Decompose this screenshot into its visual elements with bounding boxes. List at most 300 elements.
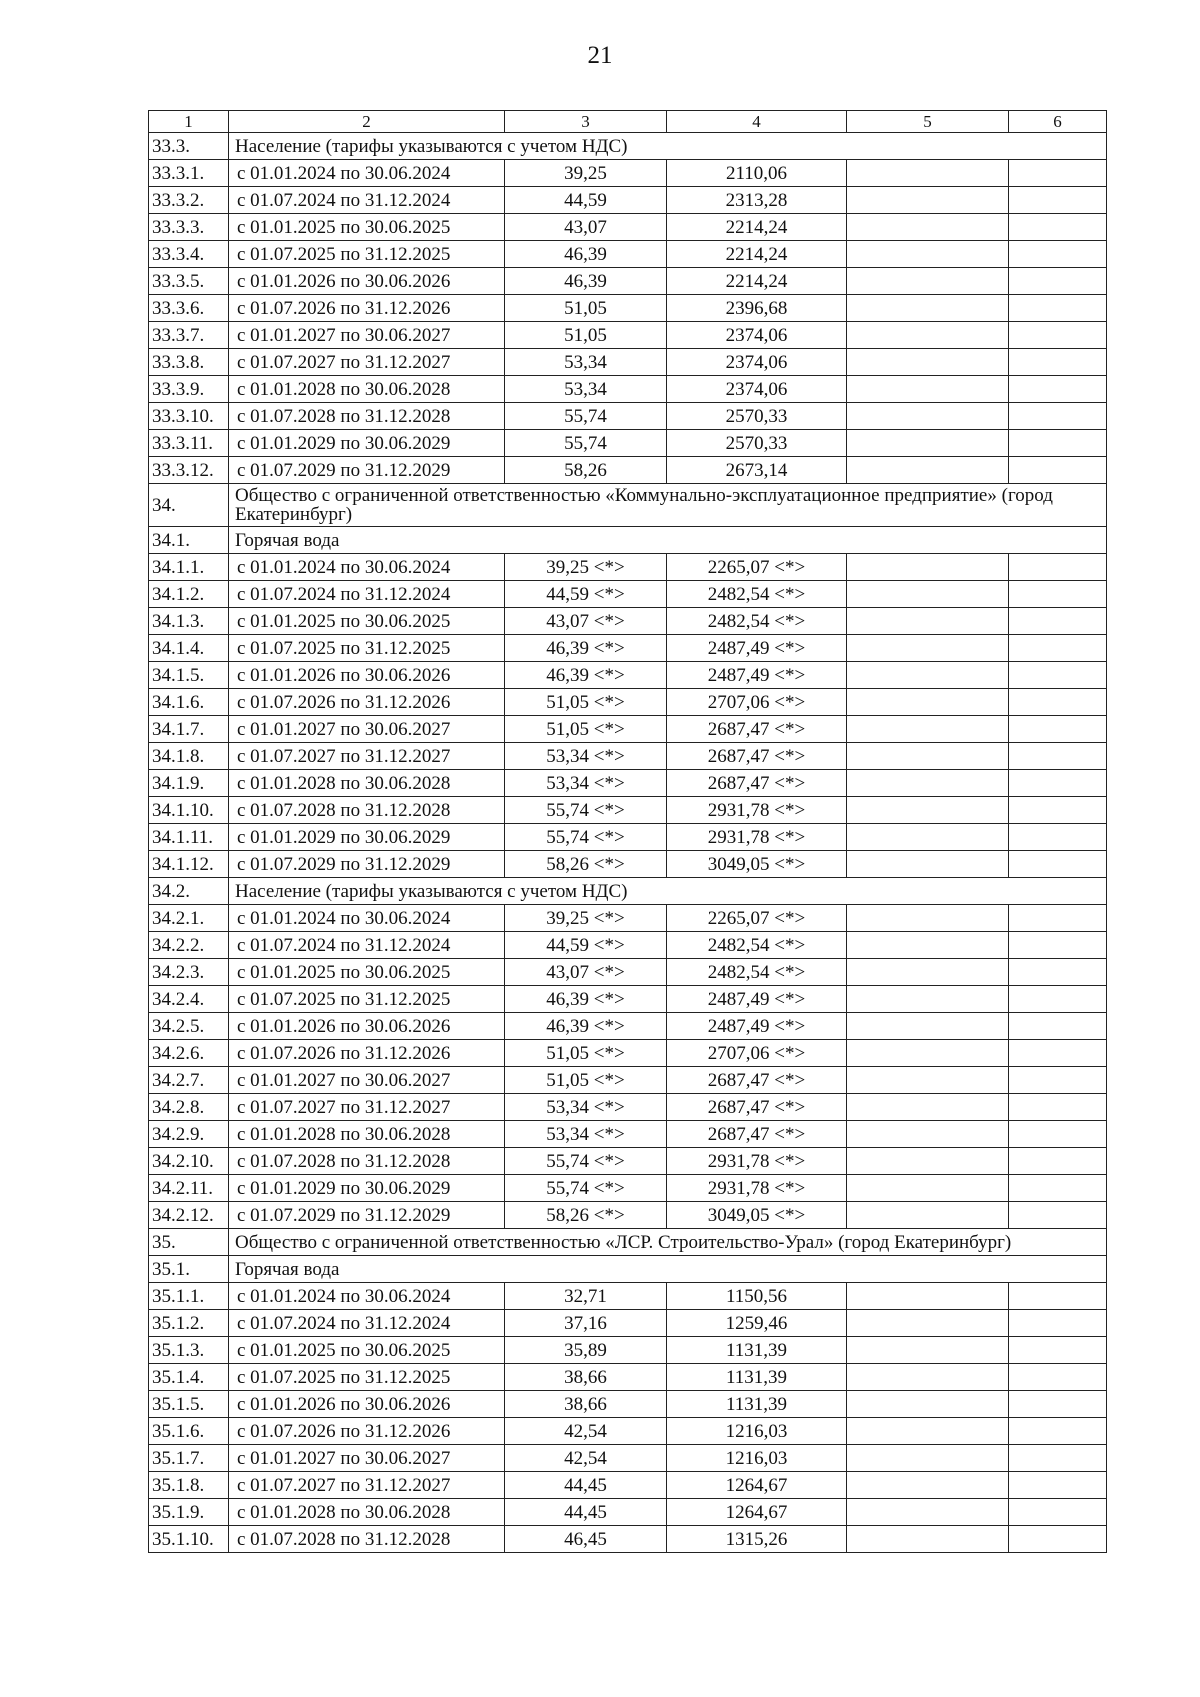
column-header: 5 [847,111,1009,133]
period-cell: с 01.07.2025 по 31.12.2025 [229,1364,505,1391]
value-col4: 1150,56 [667,1283,847,1310]
table-row [149,187,1107,214]
value-col4: 1216,03 [667,1418,847,1445]
value-col3: 37,16 [505,1310,667,1337]
row-number: 33.3.11. [149,430,229,457]
empty-col6 [1009,1040,1107,1067]
row-number: 34.1.9. [149,770,229,797]
empty-col6 [1009,959,1107,986]
table-row [149,268,1107,295]
row-number: 35.1.8. [149,1472,229,1499]
empty-col5 [847,851,1009,878]
period-cell: с 01.07.2027 по 31.12.2027 [229,1094,505,1121]
period-cell: с 01.07.2024 по 31.12.2024 [229,187,505,214]
empty-col6 [1009,322,1107,349]
value-col3: 44,59 [505,187,667,214]
empty-col6 [1009,1175,1107,1202]
value-col4: 2687,47 <*> [667,1094,847,1121]
value-col4: 1131,39 [667,1364,847,1391]
value-col4: 1264,67 [667,1499,847,1526]
value-col4: 2487,49 <*> [667,662,847,689]
value-col4: 2110,06 [667,160,847,187]
row-number: 35.1.1. [149,1283,229,1310]
empty-col5 [847,1418,1009,1445]
period-cell: с 01.01.2028 по 30.06.2028 [229,376,505,403]
value-col3: 53,34 <*> [505,770,667,797]
empty-col5 [847,1202,1009,1229]
row-number: 34.1. [149,527,229,554]
empty-col5 [847,662,1009,689]
row-number: 34.2.2. [149,932,229,959]
row-number: 34.1.2. [149,581,229,608]
empty-col6 [1009,268,1107,295]
table-row [149,1418,1107,1445]
empty-col6 [1009,1391,1107,1418]
empty-col6 [1009,160,1107,187]
value-col4: 2487,49 <*> [667,635,847,662]
table-row [149,1364,1107,1391]
value-col3: 53,34 <*> [505,1121,667,1148]
row-number: 35.1.5. [149,1391,229,1418]
table-row [149,1337,1107,1364]
empty-col6 [1009,241,1107,268]
empty-col5 [847,1499,1009,1526]
table-row [149,1391,1107,1418]
value-col4: 2931,78 <*> [667,797,847,824]
table-row [149,403,1107,430]
section-title: Общество с ограниченной ответственностью «ЛСР. Строительство-Урал» (город Екатеринбург) [229,1229,1107,1256]
page-number: 21 [587,42,613,69]
empty-col6 [1009,1067,1107,1094]
empty-col5 [847,187,1009,214]
value-col4: 2265,07 <*> [667,905,847,932]
empty-col5 [847,1175,1009,1202]
row-number: 34.2.6. [149,1040,229,1067]
table-row [149,160,1107,187]
value-col4: 2214,24 [667,268,847,295]
value-col3: 38,66 [505,1364,667,1391]
value-col4: 2687,47 <*> [667,770,847,797]
value-col3: 53,34 [505,349,667,376]
value-col3: 46,39 <*> [505,635,667,662]
empty-col6 [1009,1337,1107,1364]
value-col3: 42,54 [505,1445,667,1472]
period-cell: с 01.01.2025 по 30.06.2025 [229,1337,505,1364]
value-col4: 1264,67 [667,1472,847,1499]
empty-col6 [1009,1445,1107,1472]
empty-col6 [1009,349,1107,376]
value-col4: 1131,39 [667,1337,847,1364]
empty-col5 [847,430,1009,457]
value-col3: 58,26 [505,457,667,484]
row-number: 33.3.12. [149,457,229,484]
period-cell: с 01.07.2028 по 31.12.2028 [229,797,505,824]
empty-col5 [847,1445,1009,1472]
empty-col6 [1009,187,1107,214]
value-col4: 2687,47 <*> [667,1121,847,1148]
value-col3: 53,34 <*> [505,743,667,770]
period-cell: с 01.07.2025 по 31.12.2025 [229,241,505,268]
column-number-row [149,111,1107,133]
empty-col6 [1009,1121,1107,1148]
row-number: 33.3.6. [149,295,229,322]
table-row [149,1445,1107,1472]
empty-col5 [847,403,1009,430]
value-col4: 2374,06 [667,349,847,376]
empty-col6 [1009,770,1107,797]
period-cell: с 01.01.2028 по 30.06.2028 [229,1121,505,1148]
table-row [149,797,1107,824]
empty-col5 [847,824,1009,851]
row-number: 34.1.1. [149,554,229,581]
row-number: 33.3.8. [149,349,229,376]
empty-col5 [847,743,1009,770]
period-cell: с 01.01.2026 по 30.06.2026 [229,1391,505,1418]
empty-col5 [847,1391,1009,1418]
table-row [149,322,1107,349]
table-row [149,376,1107,403]
empty-col6 [1009,1526,1107,1553]
table-row [149,1040,1107,1067]
table-row [149,743,1107,770]
table-row [149,457,1107,484]
empty-col5 [847,1364,1009,1391]
table-row [149,905,1107,932]
table-row [149,662,1107,689]
period-cell: с 01.07.2024 по 31.12.2024 [229,1310,505,1337]
table-row [149,608,1107,635]
row-number: 34.1.5. [149,662,229,689]
empty-col5 [847,716,1009,743]
empty-col6 [1009,797,1107,824]
table-row [149,1202,1107,1229]
value-col3: 44,59 <*> [505,581,667,608]
empty-col6 [1009,824,1107,851]
value-col3: 53,34 <*> [505,1094,667,1121]
value-col4: 2487,49 <*> [667,1013,847,1040]
empty-col5 [847,1337,1009,1364]
value-col4: 2570,33 [667,403,847,430]
value-col4: 1131,39 [667,1391,847,1418]
table-row [149,1283,1107,1310]
empty-col5 [847,214,1009,241]
period-cell: с 01.01.2028 по 30.06.2028 [229,770,505,797]
table-row [149,430,1107,457]
empty-col5 [847,554,1009,581]
table-row [149,349,1107,376]
value-col4: 2931,78 <*> [667,1175,847,1202]
value-col3: 39,25 <*> [505,554,667,581]
empty-col6 [1009,932,1107,959]
value-col3: 58,26 <*> [505,1202,667,1229]
table-row [149,986,1107,1013]
section-row [149,484,1107,527]
period-cell: с 01.01.2024 по 30.06.2024 [229,160,505,187]
empty-col6 [1009,1499,1107,1526]
column-header: 1 [149,111,229,133]
period-cell: с 01.07.2029 по 31.12.2029 [229,851,505,878]
value-col3: 55,74 [505,430,667,457]
period-cell: с 01.01.2027 по 30.06.2027 [229,1067,505,1094]
empty-col5 [847,457,1009,484]
row-number: 34.2.12. [149,1202,229,1229]
column-header: 3 [505,111,667,133]
value-col3: 46,45 [505,1526,667,1553]
value-col3: 43,07 <*> [505,608,667,635]
empty-col6 [1009,581,1107,608]
value-col4: 3049,05 <*> [667,1202,847,1229]
empty-col6 [1009,1094,1107,1121]
table-row [149,554,1107,581]
row-number: 33.3.3. [149,214,229,241]
empty-col6 [1009,716,1107,743]
value-col3: 55,74 <*> [505,824,667,851]
period-cell: с 01.01.2026 по 30.06.2026 [229,268,505,295]
row-number: 35.1.7. [149,1445,229,1472]
tariff-table [148,110,1107,1553]
period-cell: с 01.07.2028 по 31.12.2028 [229,403,505,430]
empty-col6 [1009,635,1107,662]
empty-col5 [847,1040,1009,1067]
empty-col5 [847,349,1009,376]
value-col3: 51,05 <*> [505,1040,667,1067]
value-col3: 51,05 <*> [505,689,667,716]
row-number: 33.3.7. [149,322,229,349]
empty-col6 [1009,1418,1107,1445]
section-row [149,878,1107,905]
period-cell: с 01.01.2024 по 30.06.2024 [229,554,505,581]
value-col3: 46,39 <*> [505,986,667,1013]
value-col4: 2396,68 [667,295,847,322]
period-cell: с 01.01.2027 по 30.06.2027 [229,1445,505,1472]
value-col4: 2487,49 <*> [667,986,847,1013]
column-header: 2 [229,111,505,133]
period-cell: с 01.07.2027 по 31.12.2027 [229,1472,505,1499]
row-number: 35.1.10. [149,1526,229,1553]
table-row [149,932,1107,959]
table-row [149,1094,1107,1121]
value-col3: 39,25 [505,160,667,187]
empty-col5 [847,1526,1009,1553]
row-number: 34.2.4. [149,986,229,1013]
value-col4: 1216,03 [667,1445,847,1472]
empty-col5 [847,376,1009,403]
period-cell: с 01.01.2026 по 30.06.2026 [229,662,505,689]
empty-col5 [847,1472,1009,1499]
table-row [149,581,1107,608]
table-row [149,959,1107,986]
empty-col5 [847,581,1009,608]
period-cell: с 01.01.2024 по 30.06.2024 [229,1283,505,1310]
table-row [149,241,1107,268]
row-number: 34.1.4. [149,635,229,662]
value-col3: 42,54 [505,1418,667,1445]
row-number: 34.2.1. [149,905,229,932]
empty-col5 [847,1283,1009,1310]
value-col3: 51,05 [505,295,667,322]
value-col3: 55,74 <*> [505,1175,667,1202]
period-cell: с 01.01.2025 по 30.06.2025 [229,608,505,635]
period-cell: с 01.07.2024 по 31.12.2024 [229,581,505,608]
empty-col5 [847,986,1009,1013]
section-title: Горячая вода [229,1256,1107,1283]
table-row [149,1472,1107,1499]
period-cell: с 01.07.2026 по 31.12.2026 [229,295,505,322]
section-title: Население (тарифы указываются с учетом НДС) [229,133,1107,160]
table-row [149,635,1107,662]
value-col4: 1315,26 [667,1526,847,1553]
value-col3: 43,07 [505,214,667,241]
value-col4: 2214,24 [667,241,847,268]
section-row [149,527,1107,554]
section-row [149,1256,1107,1283]
value-col4: 2482,54 <*> [667,932,847,959]
row-number: 34.1.10. [149,797,229,824]
value-col3: 51,05 <*> [505,716,667,743]
empty-col6 [1009,1202,1107,1229]
empty-col6 [1009,662,1107,689]
empty-col6 [1009,1013,1107,1040]
empty-col5 [847,905,1009,932]
row-number: 35.1.9. [149,1499,229,1526]
period-cell: с 01.07.2024 по 31.12.2024 [229,932,505,959]
value-col3: 46,39 [505,268,667,295]
empty-col5 [847,295,1009,322]
value-col4: 2570,33 [667,430,847,457]
empty-col6 [1009,905,1107,932]
value-col4: 2313,28 [667,187,847,214]
period-cell: с 01.01.2027 по 30.06.2027 [229,322,505,349]
table-row [149,1121,1107,1148]
period-cell: с 01.01.2025 по 30.06.2025 [229,959,505,986]
section-title: Население (тарифы указываются с учетом НДС) [229,878,1107,905]
row-number: 34.1.11. [149,824,229,851]
row-number: 33.3.5. [149,268,229,295]
row-number: 35.1.4. [149,1364,229,1391]
period-cell: с 01.01.2029 по 30.06.2029 [229,430,505,457]
table-row [149,1526,1107,1553]
value-col4: 2265,07 <*> [667,554,847,581]
value-col3: 55,74 <*> [505,1148,667,1175]
row-number: 35.1. [149,1256,229,1283]
empty-col6 [1009,986,1107,1013]
period-cell: с 01.01.2029 по 30.06.2029 [229,824,505,851]
section-title: Общество с ограниченной ответственностью «Коммунально-эксплуатационное предприятие» (город Екатеринбург) [229,484,1107,527]
value-col3: 43,07 <*> [505,959,667,986]
empty-col6 [1009,689,1107,716]
empty-col6 [1009,1310,1107,1337]
row-number: 34.1.6. [149,689,229,716]
table-row [149,716,1107,743]
empty-col6 [1009,214,1107,241]
empty-col5 [847,1121,1009,1148]
row-number: 35. [149,1229,229,1256]
row-number: 34.2.8. [149,1094,229,1121]
empty-col5 [847,1094,1009,1121]
row-number: 33.3.9. [149,376,229,403]
table-row [149,295,1107,322]
empty-col5 [847,1013,1009,1040]
section-row [149,133,1107,160]
row-number: 34.1.12. [149,851,229,878]
value-col4: 1259,46 [667,1310,847,1337]
column-header: 6 [1009,111,1107,133]
empty-col5 [847,635,1009,662]
row-number: 33.3.10. [149,403,229,430]
empty-col6 [1009,608,1107,635]
table-row [149,824,1107,851]
period-cell: с 01.07.2028 по 31.12.2028 [229,1526,505,1553]
period-cell: с 01.01.2024 по 30.06.2024 [229,905,505,932]
value-col3: 44,45 [505,1472,667,1499]
empty-col6 [1009,851,1107,878]
row-number: 35.1.2. [149,1310,229,1337]
period-cell: с 01.07.2029 по 31.12.2029 [229,457,505,484]
row-number: 34.1.7. [149,716,229,743]
period-cell: с 01.07.2028 по 31.12.2028 [229,1148,505,1175]
value-col4: 2687,47 <*> [667,716,847,743]
table-row [149,1148,1107,1175]
value-col4: 2482,54 <*> [667,608,847,635]
table-row [149,1499,1107,1526]
period-cell: с 01.01.2026 по 30.06.2026 [229,1013,505,1040]
period-cell: с 01.07.2027 по 31.12.2027 [229,349,505,376]
empty-col6 [1009,1148,1107,1175]
empty-col5 [847,322,1009,349]
value-col3: 39,25 <*> [505,905,667,932]
value-col3: 44,59 <*> [505,932,667,959]
row-number: 34. [149,484,229,527]
value-col3: 32,71 [505,1283,667,1310]
empty-col5 [847,1148,1009,1175]
period-cell: с 01.01.2029 по 30.06.2029 [229,1175,505,1202]
empty-col5 [847,241,1009,268]
value-col3: 44,45 [505,1499,667,1526]
value-col3: 38,66 [505,1391,667,1418]
value-col4: 2707,06 <*> [667,1040,847,1067]
value-col4: 2374,06 [667,376,847,403]
empty-col6 [1009,430,1107,457]
period-cell: с 01.07.2026 по 31.12.2026 [229,1418,505,1445]
row-number: 34.2.11. [149,1175,229,1202]
table-row [149,770,1107,797]
row-number: 34.1.3. [149,608,229,635]
period-cell: с 01.07.2029 по 31.12.2029 [229,1202,505,1229]
row-number: 34.2.7. [149,1067,229,1094]
table-row [149,1310,1107,1337]
tariff-table-body [149,111,1107,1553]
table-row [149,1013,1107,1040]
period-cell: с 01.07.2025 по 31.12.2025 [229,986,505,1013]
value-col3: 46,39 [505,241,667,268]
row-number: 33.3. [149,133,229,160]
value-col3: 51,05 [505,322,667,349]
value-col3: 51,05 <*> [505,1067,667,1094]
row-number: 34.2.9. [149,1121,229,1148]
row-number: 34.1.8. [149,743,229,770]
period-cell: с 01.07.2026 по 31.12.2026 [229,689,505,716]
value-col4: 2214,24 [667,214,847,241]
value-col3: 55,74 [505,403,667,430]
empty-col6 [1009,376,1107,403]
value-col3: 46,39 <*> [505,662,667,689]
empty-col5 [847,608,1009,635]
empty-col5 [847,932,1009,959]
empty-col5 [847,1310,1009,1337]
empty-col6 [1009,457,1107,484]
empty-col5 [847,1067,1009,1094]
table-row [149,1067,1107,1094]
